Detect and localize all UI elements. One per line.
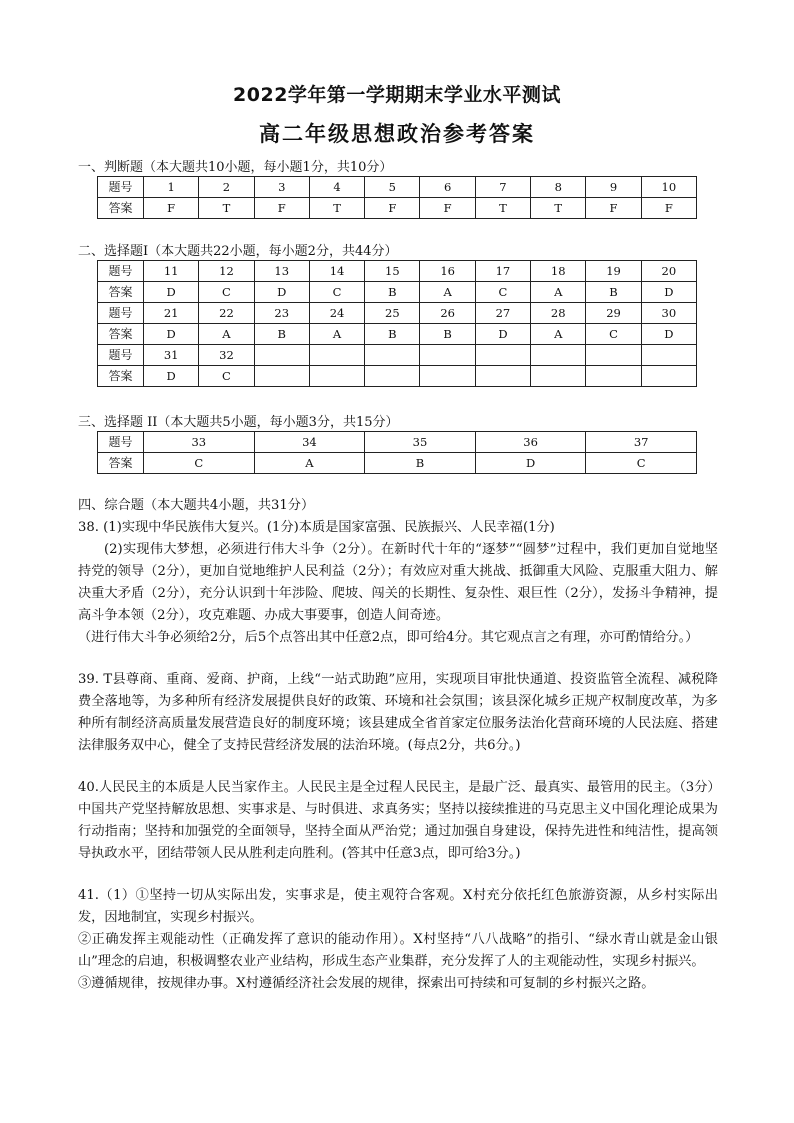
row-label: 题号 [98, 177, 144, 198]
question-number: 24 [309, 303, 364, 324]
empty-cell [309, 366, 364, 387]
answer-cell: B [586, 282, 641, 303]
question-number: 9 [586, 177, 641, 198]
answer-cell: A [531, 282, 586, 303]
section1-table [97, 176, 697, 219]
answer-cell: F [254, 198, 309, 219]
answer-cell: A [199, 324, 254, 345]
answer-cell: C [199, 366, 254, 387]
q38-part1: 38. (1)实现中华民族伟大复兴。(1分)本质是国家富强、民族振兴、人民幸福(1分) [78, 520, 555, 535]
question-number: 27 [475, 303, 530, 324]
answer-cell: T [309, 198, 364, 219]
question-number: 28 [531, 303, 586, 324]
answer-cell: D [144, 366, 199, 387]
question-number: 19 [586, 261, 641, 282]
answer-cell: T [475, 198, 530, 219]
question-number: 25 [365, 303, 420, 324]
row-label: 题号 [98, 303, 144, 324]
row-label: 答案 [98, 282, 144, 303]
row-label: 答案 [98, 198, 144, 219]
answer-cell: D [475, 324, 530, 345]
table-row [98, 324, 697, 345]
answer-cell: D [144, 324, 199, 345]
answer-cell: B [365, 324, 420, 345]
answer-cell: D [641, 282, 696, 303]
empty-cell [586, 366, 641, 387]
empty-cell [641, 345, 696, 366]
question-number: 7 [475, 177, 530, 198]
row-label: 答案 [98, 453, 144, 474]
answer-cell: B [254, 324, 309, 345]
table-row [98, 366, 697, 387]
answer-cell: D [144, 282, 199, 303]
question-number: 11 [144, 261, 199, 282]
q38-note: （进行伟大斗争必须给2分，后5个点答出其中任意2点，即可给4分。其它观点言之有理，亦可酌情给分。） [78, 630, 699, 645]
question-number: 13 [254, 261, 309, 282]
answer-cell: C [586, 324, 641, 345]
answer-cell: D [475, 453, 586, 474]
row-label: 答案 [98, 324, 144, 345]
answer-cell: D [641, 324, 696, 345]
table-row [98, 198, 697, 219]
answer-cell: T [199, 198, 254, 219]
answer-cell: A [254, 453, 365, 474]
answer-cell: D [254, 282, 309, 303]
question-number: 33 [144, 432, 255, 453]
question-number: 3 [254, 177, 309, 198]
question-number: 4 [309, 177, 364, 198]
row-label: 题号 [98, 345, 144, 366]
question-number: 8 [531, 177, 586, 198]
question-number: 20 [641, 261, 696, 282]
table-row [98, 432, 697, 453]
question-number: 32 [199, 345, 254, 366]
empty-cell [475, 345, 530, 366]
question-number: 26 [420, 303, 475, 324]
question-number: 23 [254, 303, 309, 324]
section2-table [97, 260, 697, 387]
row-label: 答案 [98, 366, 144, 387]
empty-cell [586, 345, 641, 366]
question-number: 16 [420, 261, 475, 282]
answer-cell: C [199, 282, 254, 303]
question-number: 34 [254, 432, 365, 453]
table-row [98, 453, 697, 474]
section1-heading: 一、判断题（本大题共10小题，每小题1分，共10分） [78, 160, 393, 175]
table-row [98, 177, 697, 198]
section3-heading: 三、选择题 II（本大题共5小题，每小题3分，共15分） [78, 415, 399, 430]
answer-cell: C [475, 282, 530, 303]
question-number: 29 [586, 303, 641, 324]
empty-cell [254, 366, 309, 387]
question-number: 6 [420, 177, 475, 198]
exam-title: 2022学年第一学期期末学业水平测试 [233, 84, 561, 106]
empty-cell [475, 366, 530, 387]
q40-part1: 40.人民民主的本质是人民当家作主。人民民主是全过程人民民主，是最广泛、最真实、最管用的民主。（3分） [78, 780, 721, 795]
answer-cell: F [641, 198, 696, 219]
q40-part2: 中国共产党坚持解放思想、实事求是、与时俱进、求真务实；坚持以接续推进的马克思主义中国化理论成果为行动指南；坚持和加强党的全面领导，坚持全面从严治党；通过加强自身建设，保持先进性和纯洁性，提高领导执政水平，团结带领人民从胜利走向胜利。(答其中任意3点，即可给3分。) [78, 802, 718, 861]
empty-cell [254, 345, 309, 366]
answer-cell: C [144, 453, 255, 474]
empty-cell [641, 366, 696, 387]
question-number: 37 [586, 432, 697, 453]
empty-cell [309, 345, 364, 366]
q39-answer: 39. T县尊商、重商、爱商、护商，上线“一站式助跑”应用，实现项目审批快通道、投资监管全流程、减税降费全落地等，为多种所有经济发展提供良好的政策、环境和社会氛围；该县深化城乡正规产权制度改革，为多种所有制经济高质量发展营造良好的制度环境；该县建成全省首家定位服务法治化营商环境的人民法庭、搭建法律服务双中心，健全了支持民营经济发展的法治环境。(每点2分，共6分。) [78, 672, 718, 753]
answer-cell: F [586, 198, 641, 219]
question-number: 22 [199, 303, 254, 324]
question-number: 2 [199, 177, 254, 198]
question-number: 14 [309, 261, 364, 282]
table-row [98, 282, 697, 303]
q41-point1: 41.（1）①坚持一切从实际出发，实事求是，使主观符合客观。X村充分依托红色旅游资源，从乡村实际出发，因地制宜，实现乡村振兴。 [78, 888, 718, 925]
question-number: 35 [365, 432, 476, 453]
table-row [98, 345, 697, 366]
question-number: 10 [641, 177, 696, 198]
answer-cell: B [365, 453, 476, 474]
question-number: 17 [475, 261, 530, 282]
answer-cell: T [531, 198, 586, 219]
row-label: 题号 [98, 261, 144, 282]
answer-cell: F [144, 198, 199, 219]
answer-cell: C [586, 453, 697, 474]
question-number: 31 [144, 345, 199, 366]
empty-cell [420, 366, 475, 387]
answer-key-title: 高二年级思想政治参考答案 [259, 122, 535, 146]
question-number: 21 [144, 303, 199, 324]
empty-cell [531, 366, 586, 387]
question-number: 30 [641, 303, 696, 324]
question-number: 5 [365, 177, 420, 198]
answer-cell: A [420, 282, 475, 303]
section4-heading: 四、综合题（本大题共4小题，共31分） [78, 498, 315, 513]
q38-part2: (2)实现伟大梦想，必须进行伟大斗争（2分）。在新时代十年的“逐梦”“圆梦”过程中，我们更加自觉地坚持党的领导（2分），更加自觉地维护人民利益（2分）；有效应对重大挑战、抵御重大风险、克服重大阻力、解决重大矛盾（2分），充分认识到十年涉险、爬坡、闯关的长期性、复杂性、艰巨性（2分），发扬斗争精神，提高斗争本领（2分），攻克难题、办成大事要事，创造人间奇迹。 [78, 542, 718, 623]
answer-cell: F [365, 198, 420, 219]
question-number: 15 [365, 261, 420, 282]
answer-cell: B [420, 324, 475, 345]
table-row [98, 303, 697, 324]
answer-cell: A [309, 324, 364, 345]
empty-cell [365, 345, 420, 366]
table-row [98, 261, 697, 282]
question-number: 18 [531, 261, 586, 282]
answer-cell: B [365, 282, 420, 303]
empty-cell [365, 366, 420, 387]
empty-cell [531, 345, 586, 366]
question-number: 1 [144, 177, 199, 198]
q41-point2: ②正确发挥主观能动性（正确发挥了意识的能动作用）。X村坚持“八八战略”的指引、“绿水青山就是金山银山”理念的启迪，积极调整农业产业结构，形成生态产业集群，充分发挥了人的主观能动性，实现乡村振兴。 [78, 932, 718, 969]
answer-cell: A [531, 324, 586, 345]
question-number: 12 [199, 261, 254, 282]
answer-cell: C [309, 282, 364, 303]
answer-cell: F [420, 198, 475, 219]
q41-point3: ③遵循规律，按规律办事。X村遵循经济社会发展的规律，探索出可持续和可复制的乡村振兴之路。 [78, 976, 655, 991]
section3-table [97, 431, 697, 474]
row-label: 题号 [98, 432, 144, 453]
question-number: 36 [475, 432, 586, 453]
empty-cell [420, 345, 475, 366]
section4 [78, 495, 721, 995]
section2-heading: 二、选择题Ⅰ（本大题共22小题，每小题2分，共44分） [78, 244, 398, 259]
